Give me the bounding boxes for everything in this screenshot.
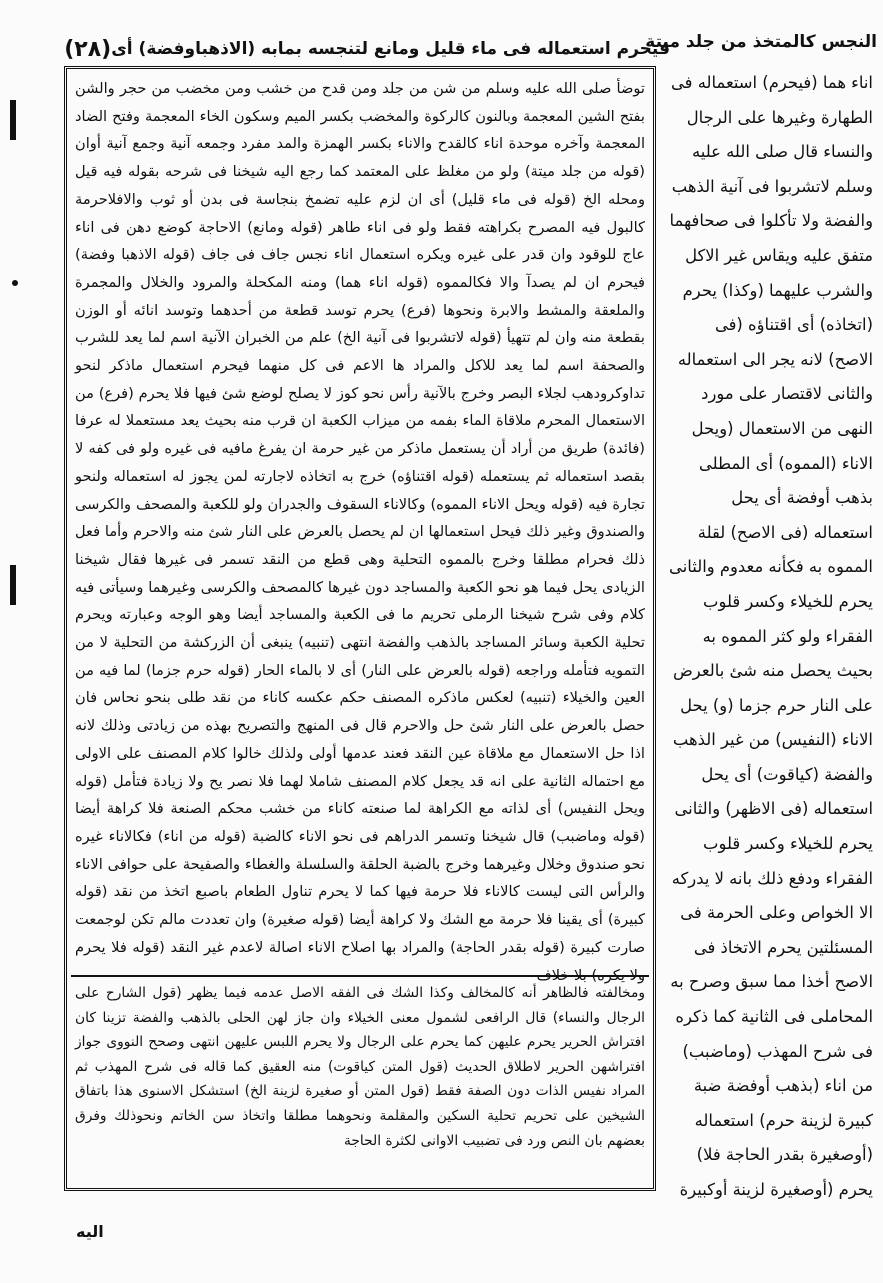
scan-mark-left-top bbox=[10, 100, 16, 140]
scan-mark-left-mid bbox=[10, 565, 16, 605]
footnote-text: ومخالفته فالظاهر أنه كالمخالف وكذا الشك فى الفقه الاصل عدمه فيما يظهر (قول الشارح على الرجال والنساء) قال الرافعى لشمول معنى الخيلاء وان جاز لهن الحلى بالذهب والفضة تزينا كان افتراش الحرير يحرم عليهن كما يحرم على الرجال ولا يحرم اللبس عليهن انتهى وصحح النووى جواز افتراشهن الحرير لاطلاق الحديث (قول المتن كياقوت) منه العقيق كما قاله فى شرح المهذب ثم المراد نفيس الذات دون الصفة فقط (قول المتن أو صغيرة لزينة الخ) استشكل الاسنوى هذا باتفاق الشيخين على تحريم تحلية السكين والمقلمة ونحوهما مطلقا واتخاذ سن الخاتم ونحوذلك وفرق بعضهم بان النص ورد فى تضبيب الاوانى لكثرة الحاجة bbox=[75, 985, 645, 1149]
page-number: (٢٨) bbox=[64, 36, 112, 62]
scan-mark-left-dot bbox=[12, 280, 18, 286]
matn-margin-column bbox=[668, 66, 873, 1216]
matn-text: اناء هما (فيحرم) استعماله فى الطهارة وغيرها على الرجال والنساء قال صلى الله عليه وسلم لاتشربوا فى آنية الذهب والفضة ولا تأكلوا فى صحافهما متفق عليه ويقاس غير الاكل والشرب عليهما (وكذا) يحرم (اتخاذه) أى اقتناؤه (فى الاصح) لانه يجر الى استعماله والثانى لاقتصار على مورد النهى من الاستعمال (ويحل الاناء (المموه) أى المطلى بذهب أوفضة أى يحل استعماله (فى الاصح) لقلة المموه به فكأنه معدوم والثانى يحرم للخيلاء وكسر قلوب الفقراء ولو كثر المموه به بحيث يحصل منه شئ بالعرض على النار حرم جزما (و) يحل الاناء (النفيس) من غير الذهب والفضة (كياقوت) أى يحل استعماله (فى الاظهر) والثانى يحرم للخيلاء وكسر قلوب الفقراء ودفع ذلك بانه لا يدركه الا الخواص وعلى الحرمة فى المسئلتين يحرم الاتخاذ فى الاصح أخذا مما سبق وصرح به المحاملى فى الثانية كما ذكره فى شرح المهذب (وماضبب) من اناء (بذهب أوفضة ضبة كبيرة لزينة حرم) استعماله (أوصغيرة بقدر الحاجة فلا) يحرم (أوصغيرة لزينة أوكبيرة bbox=[669, 73, 873, 1199]
commentary-frame bbox=[64, 66, 656, 1191]
catchword: اليه bbox=[76, 1222, 104, 1241]
running-head bbox=[64, 32, 670, 66]
footnote-block bbox=[75, 981, 645, 1181]
commentary-text: توضأ صلى الله عليه وسلم من شن من جلد ومن قدح من خشب ومن مخضب من حجر والشن بفتح الشين المعجمة وبالنون كالركوة والمخضب بكسر الميم وسكون الخاء المعجمة وفتح الضاد المعجمة وآخره موحدة اناء كالقدح والاناء بكسر الهمزة والمد مفرد وجمعه آنية وجمع آنية أوان (قوله من جلد ميتة) ولو من مغلظ على المعتمد كما رجع اليه شيخنا فى شرحه بقوله فيه قيل ومحله الخ (قوله فى ماء قليل) أى ان لزم عليه تضمخ بنجاسة فى بدن أو ثوب والافلاحرمة كالبول فيه المصرح بكراهته فقط ولو فى اناء طاهر (قوله ومانع) الاحاجة كوضع دهن فى اناء عاج للوقود وان قدر على غيره ويكره استعمال اناء نجس جاف فى جاف (قوله الاذهبا وفضة) فيحرم ان لم يصدآ والا فكالمموه (قوله اناء هما) ومنه المكحلة والمرود والخلال والمجمرة والملعقة والمشط والابرة ونحوها (فرع) يحرم توسد قطعة من أحدهما وتوسد انائه أو الوزن بقطعة منه وان لم تتهيأ (قوله لاتشربوا فى آنية الخ) علم من الخبران الآنية اسم لما يعد للشرب والصحفة اسم لما يعد للاكل والمراد ها الاعم فى كل منهما فيحرم استعمال ماذكر لنحو تداوكرودهب لجلاء البصر وخرج بالآنية رأس نحو كوز لا يصلح لوضع شئ فيها فلا يحرم (فرع) من الاستعمال المحرم ملاقاة الماء بفمه من ميزاب الكعبة ان قرب منه بحيث يعد مستعملا له عرفا (فائدة) طريق من أراد أن يستعمل ماذكر من غير حرمة ان يفرغ مافيه فى غيره ولو فى كفه لا بقصد استعماله ثم يستعمله (قوله اقتناؤه) خرج به اتخاذه لاجارته لمن يجوز له استعماله ولنحو تجارة فيه (قوله ويحل الاناء المموه) وكالاناء السقوف والجدران ولو للكعبة والمصحف والكرسى والصندوق وغير ذلك فيحل استعمالها ان لم يحصل بالعرض على النار شئ منه والاحرم وأما فعل ذلك فحرام مطلقا وخرج بالمموه التحلية وهى قطع من النقد تسمر فى غيرها فقال شيخنا الزيادى يحل فيما هو نحو الكعبة والمساجد دون غيرها كالمصحف والكرسى وغيرهما وسيأتى فيه كلام وفى شرح شيخنا الرملى تحريم ما فى الكعبة والمساجد أيضا وهو الوجه وعبارته ويحرم تحلية الكعبة وسائر المساجد بالذهب والفضة انتهى (تنبيه) ينبغى أن الزركشة من التحلية لا من التمويه فتأمله وراجعه (قوله بالعرض على النار) أى لا بالماء الحار (قوله حرم جزما) لما فيه من العين والخيلاء (تنبيه) لعكس ماذكره المصنف حكم عكسه كاناء من نقد طلى بنحو نحاس فان حصل بالعرض على النار شئ حل والاحرم قال فى المنهج والتصريح بهذه من زيادتى وذلك لانه اذا حل الاستعمال مع ملاقاة عين النقد فعند عدمها أولى ولذلك خالوا كلام المصنف على الاولى مع احتماله الثانية على انه قد يجعل كلام المصنف شاملا لهما فلا نصر يح ولا زيادة فتأمل (قوله ويحل النفيس) أى لذاته مع الكراهة لما صنعته كاناء من خشب محكم الصنعة فلا كراهة أيضا (قوله وماضبب) قال شيخنا وتسمر الدراهم فى نحو الاناء كالضبة (قوله من اناء) فكالاناء غيره نحو صندوق وخلال وغيرهما وخرج بالضبة الحلقة والسلسلة والغطاء والصفيحة على حوافى الاناء والرأس التى ليست كالاناء فلا حرمة فيها كما لا يحرم تناول الطعام باصبع اتخذ من نقد (قوله كبيرة) أى يقينا فلا حرمة مع الشك ولا كراهة أيضا (قوله صغيرة) وان تعددت مالم تكن لوجمعت صارت كبيرة (قوله بقدر الحاجة) والمراد بها اصلاح الاناء اصالة لاعدم غير النقد (قوله فلا يحرم ولا يكره) بلا خلاف bbox=[75, 80, 645, 984]
commentary-block bbox=[75, 75, 645, 984]
running-head-text: فيحرم استعماله فى ماء قليل ومانع لتنجسه بمابه (الاذهباوفضة) أى bbox=[111, 39, 670, 59]
footnote-divider bbox=[71, 975, 649, 977]
margin-head: النجس كالمتخذ من جلد ميتة bbox=[645, 32, 877, 52]
